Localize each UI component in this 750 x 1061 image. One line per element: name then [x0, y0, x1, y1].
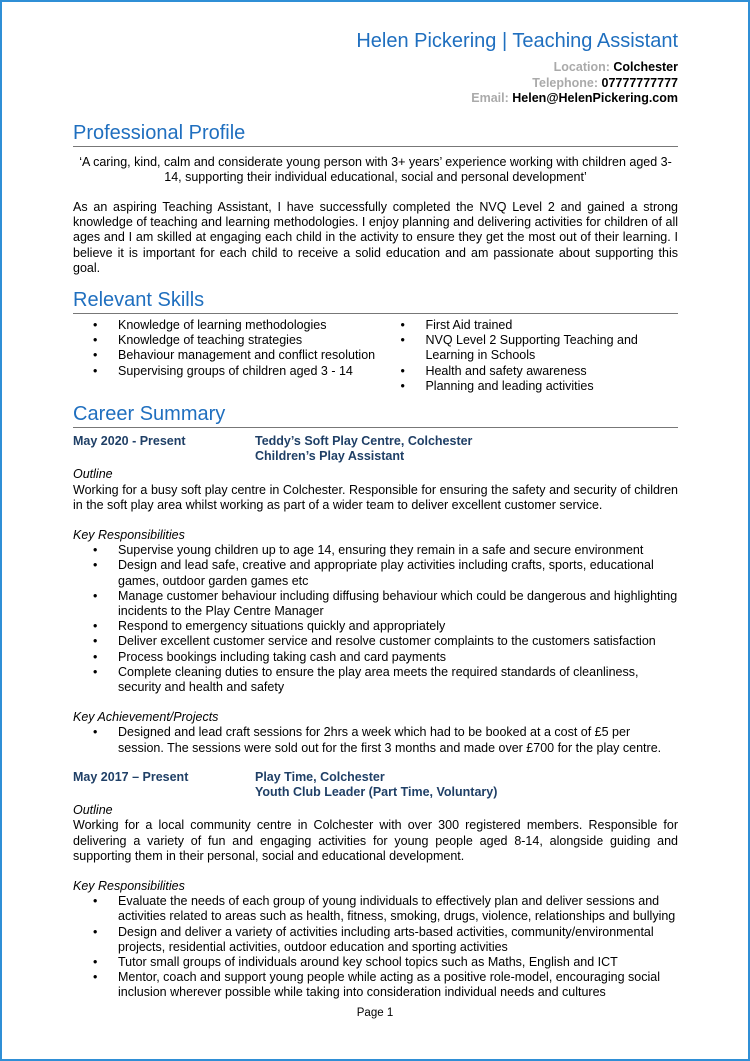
skill-item: • Supervising groups of children aged 3 - 14: [73, 364, 380, 379]
contact-location-value: Colchester: [613, 60, 678, 74]
job-dates: May 2017 – Present: [73, 769, 189, 784]
responsibilities-label: Key Responsibilities: [73, 879, 185, 894]
contact-email: [73, 91, 678, 107]
skill-item: • First Aid trained: [380, 318, 678, 333]
skill-item: • Planning and leading activities: [380, 379, 678, 394]
contact-location-label: Location:: [553, 60, 610, 74]
skill-item: • NVQ Level 2 Supporting Teaching and Learning in Schools: [380, 333, 678, 363]
contact-email-label: Email:: [471, 91, 509, 105]
contact-telephone-value: 07777777777: [601, 75, 678, 90]
job-header: [73, 770, 678, 800]
job-header: [73, 434, 678, 464]
job-employer: Teddy’s Soft Play Centre, Colchester: [255, 433, 473, 448]
job-role: Children’s Play Assistant: [255, 449, 405, 464]
responsibility-item: • Manage customer behaviour including diffusing behaviour which could be dangerous and highlighting incidents to the Play Centre Manager: [73, 589, 678, 619]
achievement-item: • Designed and lead craft sessions for 2hrs a week which had to be booked at a cost of £5 per session. The sessions were sold out for the first 3 months and made over £700 for the play centre.: [73, 725, 678, 755]
achievements-label: Key Achievement/Projects: [73, 710, 219, 725]
career-heading: Career Summary: [73, 402, 678, 428]
responsibility-item: • Deliver excellent customer service and resolve customer complaints to the customers satisfaction: [73, 634, 678, 649]
skill-item: • Health and safety awareness: [380, 364, 678, 379]
page-number: Page 1: [356, 1007, 394, 1019]
skills-list: [73, 318, 678, 394]
contact-email-value: Helen@HelenPickering.com: [512, 91, 678, 105]
job-titles: [255, 770, 497, 800]
contact-location: [73, 60, 678, 76]
skills-heading: Relevant Skills: [73, 288, 678, 314]
profile-body: As an aspiring Teaching Assistant, I have successfully completed the NVQ Level 2 and gained a strong knowledge of teaching and learning methodologies. I enjoy planning and delivering activities for children of all ages and I am skilled at engaging each child in the activity to ensure they get the most out of their learning. I believe it is important for each child to receive a solid education and am passionate about supporting this goal.: [73, 199, 678, 275]
responsibility-item: • Mentor, coach and support young people while acting as a positive role-model, encouraging social inclusion wherever possible while taking into consideration individual needs and cultures: [73, 970, 678, 1000]
skill-item: • Knowledge of teaching strategies: [73, 333, 380, 348]
job-role: Youth Club Leader (Part Time, Voluntary): [255, 785, 498, 799]
contact-telephone-label: Telephone:: [532, 75, 599, 90]
contact-telephone: [73, 76, 678, 92]
outline-label: Outline: [73, 803, 113, 818]
job-dates: May 2020 - Present: [73, 433, 186, 448]
achievements-list: [73, 725, 678, 755]
responsibility-item: • Tutor small groups of individuals around key school topics such as Maths, English and ICT: [73, 955, 678, 970]
responsibility-item: • Evaluate the needs of each group of young individuals to effectively plan and deliver sessions and activities related to areas such as health, fitness, smoking, drugs, violence, relationships and bullying: [73, 894, 678, 924]
name-title: Helen Pickering | Teaching Assistant: [356, 30, 678, 52]
job-outline: Working for a local community centre in Colchester with over 300 registered members. Responsible for delivering a variety of fun and engaging activities for young people aged 8-14, alongside guiding and supporting them in their personal, social and educational development.: [73, 818, 678, 863]
outline-label: Outline: [73, 467, 113, 482]
job-titles: [255, 434, 472, 464]
responsibilities-list: [73, 543, 678, 695]
responsibility-item: • Process bookings including taking cash and card payments: [73, 650, 678, 665]
skills-left-column: [73, 318, 380, 394]
skill-item: • Knowledge of learning methodologies: [73, 318, 380, 333]
skill-item: • Behaviour management and conflict resolution: [73, 348, 380, 363]
job-outline: Working for a busy soft play centre in Colchester. Responsible for ensuring the safety and security of children in the soft play area whilst working as part of a wider team to deliver excellent customer service.: [73, 482, 678, 512]
job-employer: Play Time, Colchester: [255, 769, 385, 784]
responsibility-item: • Supervise young children up to age 14, ensuring they remain in a safe and secure environment: [73, 543, 678, 558]
skills-right-column: [380, 318, 678, 394]
responsibilities-list: [73, 894, 678, 1000]
responsibilities-label: Key Responsibilities: [73, 527, 185, 542]
responsibility-item: • Design and lead safe, creative and appropriate play activities including crafts, sports, educational games, outdoor garden games etc: [73, 558, 678, 588]
profile-quote: ‘A caring, kind, calm and considerate young person with 3+ years’ experience working with children aged 3-14, supporting their individual educational, social and personal development’: [79, 154, 672, 184]
profile-heading: Professional Profile: [73, 121, 678, 147]
responsibility-item: • Design and deliver a variety of activities including arts-based activities, community/environmental projects, residential activities, outdoor education and sporting activities: [73, 925, 678, 955]
responsibility-item: • Complete cleaning duties to ensure the play area meets the required standards of cleanliness, security and health and safety: [73, 665, 678, 695]
responsibility-item: • Respond to emergency situations quickly and appropriately: [73, 619, 678, 634]
